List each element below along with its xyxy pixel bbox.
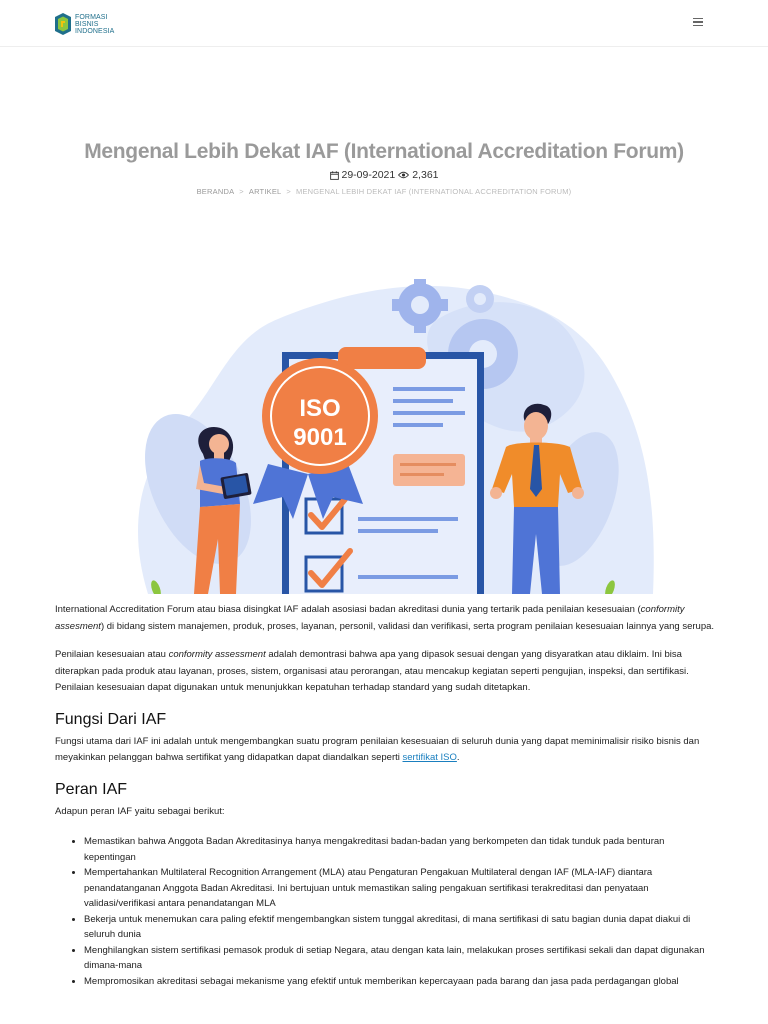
- roles-list: [70, 834, 715, 989]
- breadcrumb-separator: >: [286, 187, 291, 196]
- list-item: • Menghilangkan sistem sertifikasi pemasok produk di setiap Negara, atau dengan kata lain, melakukan proses sertifikasi sekali dan dapat digunakan dimana-mana: [84, 943, 715, 974]
- logo-line-2: BISNIS: [75, 20, 99, 28]
- post-date: 29-09-2021: [341, 169, 396, 181]
- conformity-paragraph: Penilaian kesesuaian atau conformity assessment adalah demontrasi bahwa apa yang dipasok sesuai dengan yang disyaratkan atau diklaim. Ini bisa diterapkan pada produk atau layanan, proses, sistem, organisasi atau perorangan, atau mencakup kegiatan seperti pengujian, inspeksi, dan sertifikasi. Penilaian kesesuaian dapat digunakan untuk menunjukkan kepatuhan terhadap standard yang sudah ditetapkan.: [55, 649, 689, 693]
- breadcrumb-current: MENGENAL LEBIH DEKAT IAF (INTERNATIONAL ACCREDITATION FORUM): [296, 187, 572, 196]
- breadcrumb-beranda[interactable]: BERANDA: [196, 187, 235, 196]
- list-item: • Mempertahankan Multilateral Recognition Arrangement (MLA) atau Pengaturan Pengakuan Multilateral dengan IAF (MLA-IAF) diantara penandatanganan Anggota Badan Akreditasi. Ini bertujuan untuk memastikan saling pengakuan sertifikasi terakreditasi dan penyataan validasi/verifikasi antara penandatangan MLA: [84, 865, 715, 912]
- heading-fungsi: Fungsi Dari IAF: [55, 710, 167, 728]
- clipboard-clip: [338, 347, 426, 369]
- logo-line-1: FORMASI: [75, 13, 108, 21]
- hero-illustration: [108, 279, 660, 594]
- iso-certificate-link[interactable]: sertifikat ISO: [402, 752, 457, 763]
- peran-intro: Adapun peran IAF yaitu sebagai berikut:: [55, 805, 225, 817]
- list-item: • Memastikan bahwa Anggota Badan Akreditasinya hanya mengakreditasi badan-badan yang berkompeten dan tidak tunduk pada benturan kepentingan: [84, 834, 715, 865]
- breadcrumb: [0, 187, 768, 196]
- logo-mark-icon: [54, 11, 72, 37]
- breadcrumb-artikel[interactable]: ARTIKEL: [248, 187, 282, 196]
- iso-badge-line1: ISO: [299, 395, 341, 422]
- site-logo[interactable]: [54, 10, 124, 38]
- iso-badge-line2: 9001: [293, 424, 347, 451]
- list-item: • Mempromosikan akreditasi sebagai mekanisme yang efektif untuk memberikan kepercayaan pada barang dan jasa pada perdagangan global: [84, 974, 715, 990]
- intro-paragraph: International Accreditation Forum atau biasa disingkat IAF adalah asosiasi badan akreditasi dunia yang tertarik pada penilaian kesesuaian (conformity assesment) di bidang sistem manajemen, produk, proses, layanan, personil, validasi dan verifikasi, serta program penilaian kesesuaian lainnya yang serupa.: [55, 604, 715, 632]
- hamburger-icon[interactable]: [691, 15, 705, 29]
- site-header: [0, 0, 768, 47]
- fungsi-paragraph: Fungsi utama dari IAF ini adalah untuk mengembangkan suatu program penilaian kesesuaian di seluruh dunia yang dapat meminimalisir risiko bisnis dan meyakinkan pelanggan bahwa sertifikat yang didapatkan dapat diandalkan seperti sertifikat ISO.: [55, 735, 700, 763]
- logo-line-3: INDONESIA: [75, 27, 115, 35]
- breadcrumb-separator: >: [239, 187, 244, 196]
- eye-icon: [398, 171, 409, 179]
- post-meta: [0, 169, 768, 181]
- post-views: 2,361: [412, 169, 439, 181]
- calendar-icon: [330, 171, 339, 180]
- article-body: [55, 602, 715, 989]
- page-title: Mengenal Lebih Dekat IAF (International Accreditation Forum): [84, 140, 684, 163]
- logo-text: [75, 14, 114, 35]
- list-item: • Bekerja untuk menemukan cara paling efektif mengembangkan sistem tunggal akreditasi, di mana sertifikasi di satu bagian dunia dapat diakui di seluruh dunia: [84, 912, 715, 943]
- heading-peran: Peran IAF: [55, 780, 128, 798]
